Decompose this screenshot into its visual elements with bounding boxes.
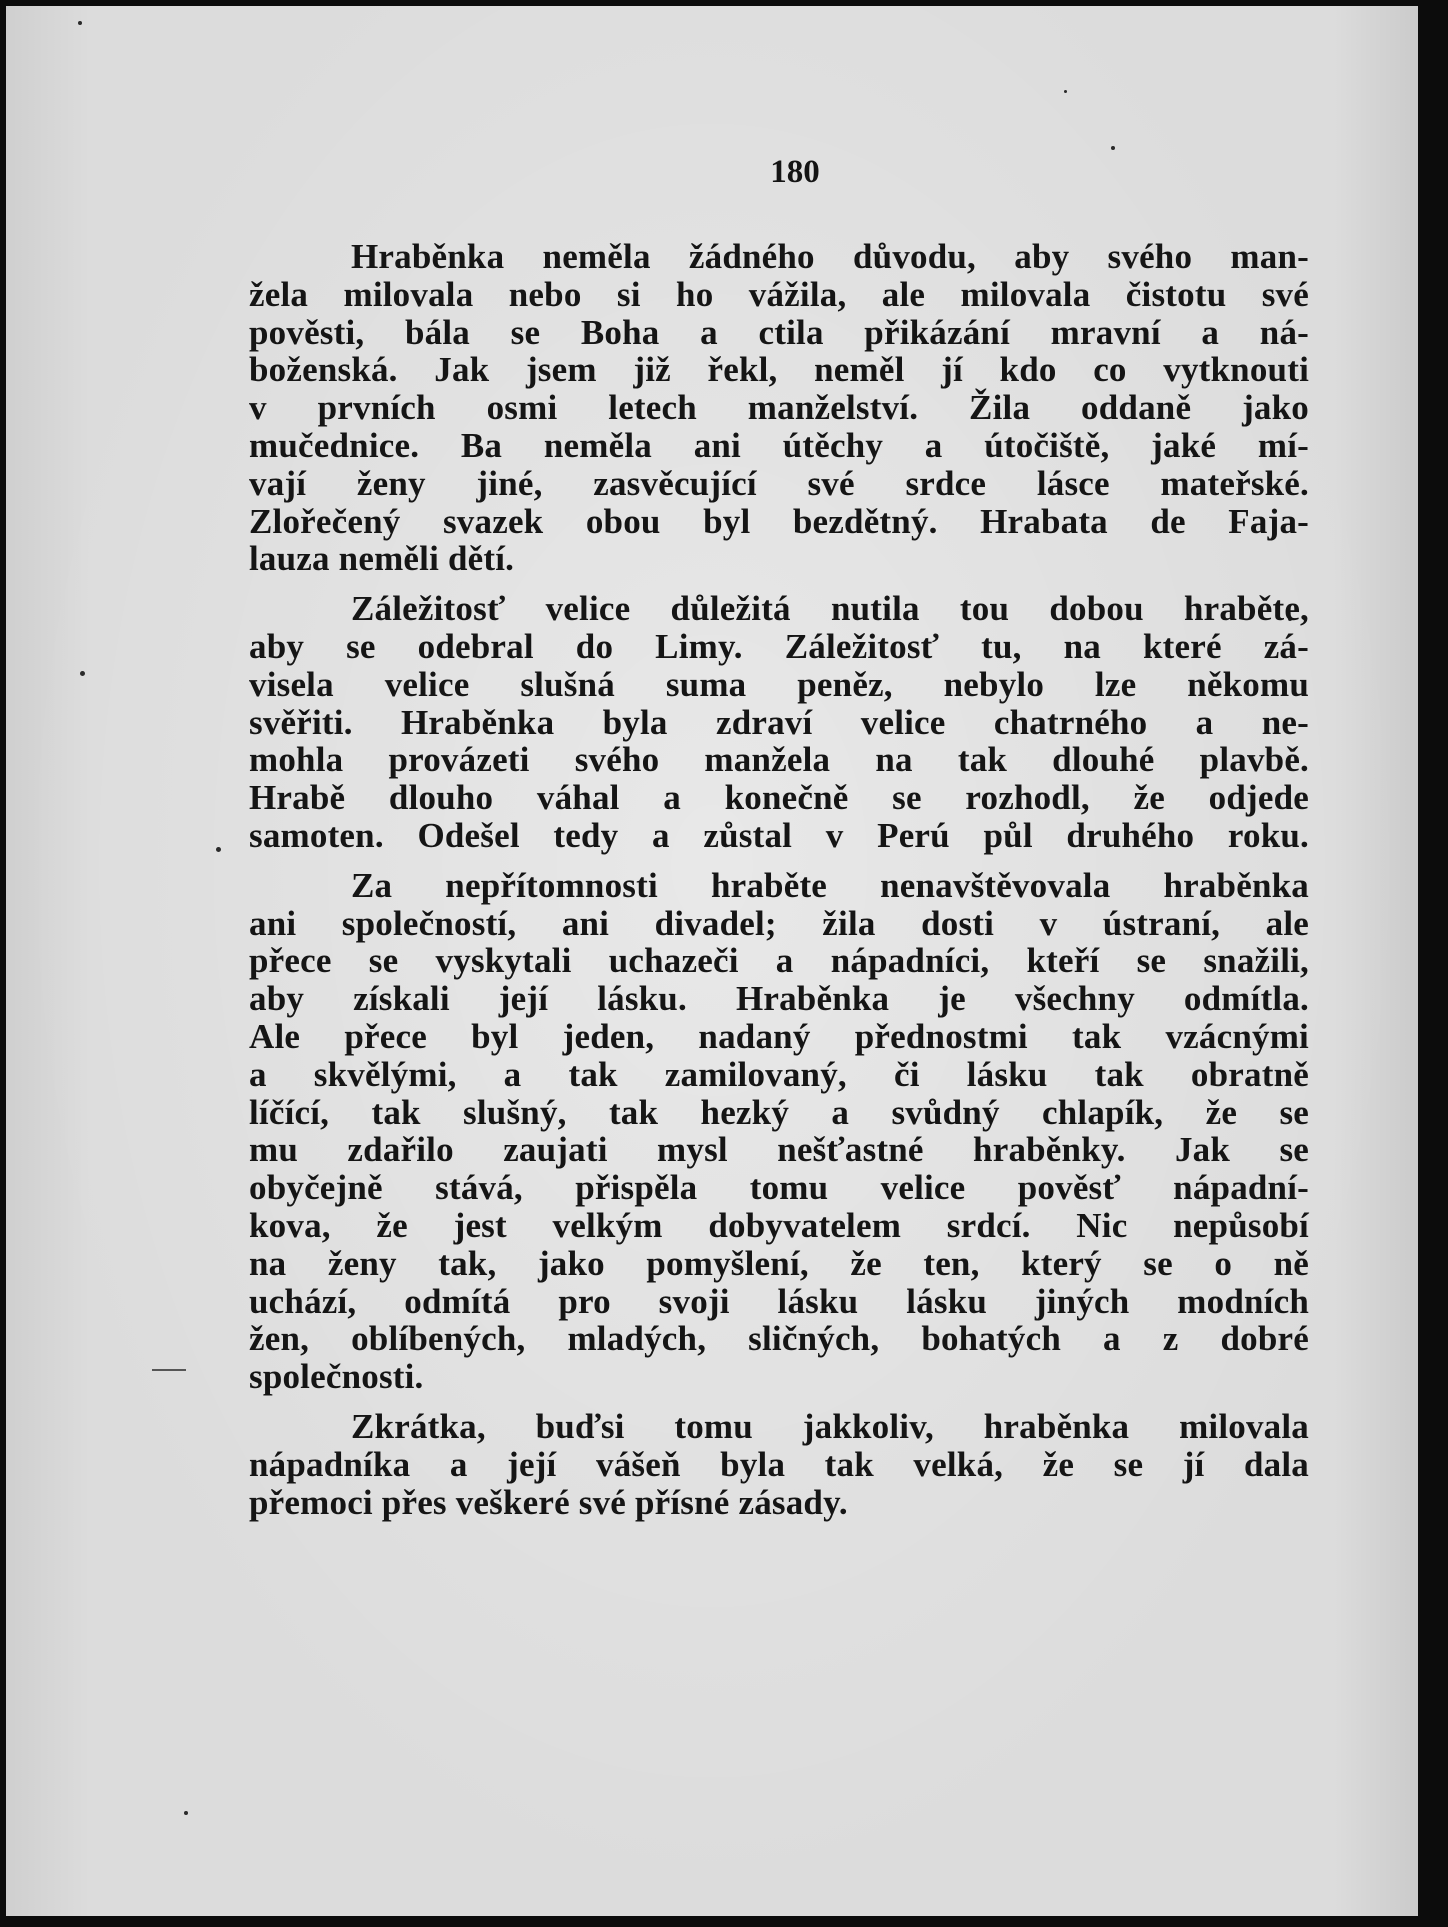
scan-mark xyxy=(152,1369,186,1371)
text-line: uchází, odmítá pro svoji lásku lásku jiných modních xyxy=(249,1281,1309,1321)
text-line: pověsti, bála se Boha a ctila přikázání mravní a ná- xyxy=(249,312,1309,352)
text-line: žela milovala nebo si ho vážila, ale milovala čistotu své xyxy=(249,274,1309,314)
book-page xyxy=(6,6,1418,1916)
text-line: visela velice slušná suma peněz, nebylo lze někomu xyxy=(249,664,1309,704)
scan-speck xyxy=(216,847,221,852)
text-line: aby získali její lásku. Hraběnka je všechny odmítla. xyxy=(249,979,1309,1019)
text-line: vají ženy jiné, zasvěcující své srdce lásce mateřské. xyxy=(249,463,1309,503)
text-line: ani společností, ani divadel; žila dosti v ústraní, ale xyxy=(249,903,1309,943)
text-line: obyčejně stává, přispěla tomu velice pověsť nápadní- xyxy=(249,1168,1309,1208)
text-line: Zlořečený svazek obou byl bezdětný. Hrabata de Faja- xyxy=(249,501,1309,541)
text-line: na ženy tak, jako pomyšlení, že ten, který se o ně xyxy=(249,1243,1309,1283)
text-line: Zkrátka, buďsi tomu jakkoliv, hraběnka milovala xyxy=(351,1406,1309,1446)
text-line: Hrabě dlouho váhal a konečně se rozhodl, že odjede xyxy=(249,778,1309,818)
text-line: a skvělými, a tak zamilovaný, či lásku tak obratně xyxy=(249,1054,1309,1094)
scan-speck xyxy=(1064,90,1067,93)
text-line: žen, oblíbených, mladých, sličných, bohatých a z dobré xyxy=(249,1319,1309,1359)
scan-speck xyxy=(184,1811,188,1815)
scan-speck xyxy=(80,671,85,676)
text-line: boženská. Jak jsem již řekl, neměl jí kdo co vytknouti xyxy=(249,350,1309,390)
text-line: Hraběnka neměla žádného důvodu, aby svého man- xyxy=(351,237,1309,276)
text-line: Ale přece byl jeden, nadaný přednostmi tak vzácnými xyxy=(249,1016,1309,1056)
text-line: kova, že jest velkým dobyvatelem srdcí. Nic nepůsobí xyxy=(249,1205,1309,1245)
text-line: přemoci přes veškeré své přísné zásady. xyxy=(249,1482,848,1522)
scan-speck xyxy=(1111,146,1115,150)
scan-speck xyxy=(78,21,82,25)
text-line: mohla provázeti svého manžela na tak dlouhé plavbě. xyxy=(249,740,1309,780)
text-line: lauza neměli dětí. xyxy=(249,539,515,579)
paragraph xyxy=(249,867,1309,1396)
text-line: líčící, tak slušný, tak hezký a svůdný chlapík, že se xyxy=(249,1092,1309,1132)
text-line: svěřiti. Hraběnka byla zdraví velice chatrného a ne- xyxy=(249,702,1309,742)
text-line: společnosti. xyxy=(249,1357,424,1397)
paragraph xyxy=(249,590,1309,855)
text-line: mučednice. Ba neměla ani útěchy a útočiště, jaké mí- xyxy=(249,425,1309,465)
text-line: v prvních osmi letech manželství. Žila oddaně jako xyxy=(249,388,1309,428)
text-line: nápadníka a její vášeň byla tak velká, že se jí dala xyxy=(249,1444,1309,1484)
text-line: Záležitosť velice důležitá nutila tou dobou hraběte, xyxy=(351,589,1309,629)
text-line: samoten. Odešel tedy a zůstal v Perú půl druhého roku. xyxy=(249,815,1309,855)
body-text xyxy=(249,238,1309,1521)
page-number: 180 xyxy=(770,154,820,190)
paragraph xyxy=(249,1408,1309,1521)
text-line: aby se odebral do Limy. Záležitosť tu, na které zá- xyxy=(249,626,1309,666)
text-line: přece se vyskytali uchazeči a nápadníci, kteří se snažili, xyxy=(249,941,1309,981)
text-line: Za nepřítomnosti hraběte nenavštěvovala hraběnka xyxy=(351,865,1309,905)
text-line: mu zdařilo zaujati mysl nešťastné hraběnky. Jak se xyxy=(249,1130,1309,1170)
paragraph xyxy=(249,238,1309,578)
